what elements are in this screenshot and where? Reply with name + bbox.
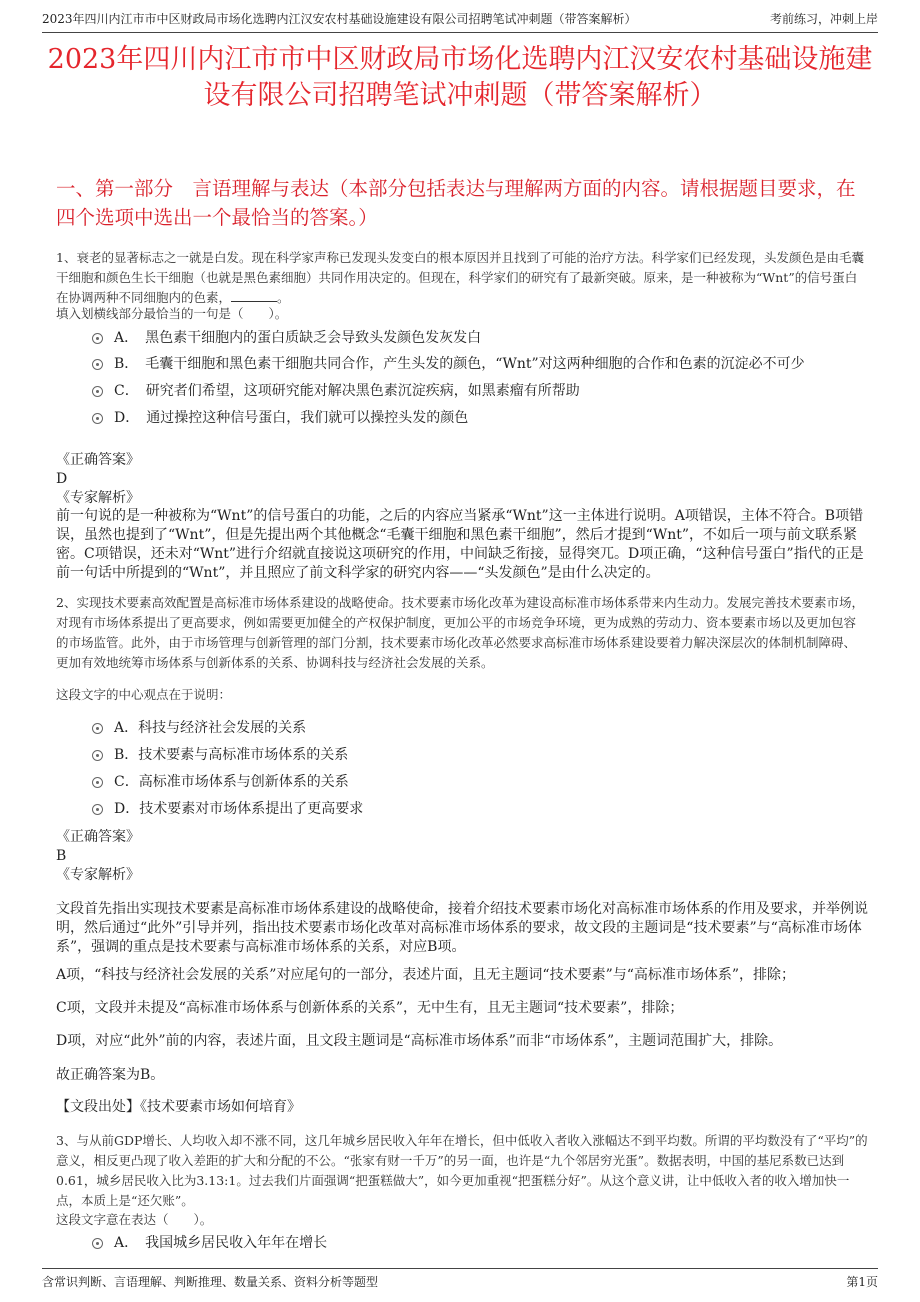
fill-blank [231, 288, 277, 302]
radio-icon[interactable] [92, 777, 103, 788]
q2-conclusion: 故正确答案为B。 [56, 1067, 165, 1083]
radio-icon[interactable] [92, 359, 103, 370]
radio-icon[interactable] [92, 386, 103, 397]
header-doc-title: 2023年四川内江市市中区财政局市场化选聘内江汉安农村基础设施建设有限公司招聘笔试冲刺题（带答案解析） [42, 12, 637, 26]
radio-icon[interactable] [92, 333, 103, 344]
q1-analysis: 前一句说的是一种被称为“Wnt”的信号蛋白的功能，之后的内容应当紧承“Wnt”这一主体进行说明。A项错误，主体不符合。B项错误，虽然也提到了“Wnt”，但是先提出两个其他概念“毛囊干细胞和黑色素干细胞”，然后才提到“Wnt”，不如后一项与前文联系紧密。C项错误，还未对“Wnt”进行介绍就直接说这项研究的作用，中间缺乏衔接，显得突兀。D项正确，“这种信号蛋白”指代的正是前一句话中所提到的“Wnt”，并且照应了前文科学家的研究内容——“头发颜色”是由什么决定的。 [56, 508, 864, 581]
q1-answer-label: 《正确答案》 [56, 452, 140, 468]
q1-prompt: 填入划横线部分最恰当的一句是（ ）。 [56, 306, 288, 321]
page-footer [42, 1268, 878, 1293]
radio-icon[interactable] [92, 413, 103, 424]
q1-analysis-label: 《专家解析》 [56, 490, 140, 506]
radio-icon[interactable] [92, 750, 103, 761]
radio-icon[interactable] [92, 804, 103, 815]
q1-stem: 1、衰老的显著标志之一就是白发。现在科学家声称已发现头发变白的根本原因并且找到了可能的治疗方法。科学家们已经发现，头发颜色是由毛囊干细胞和颜色生长干细胞（也就是黑色素细胞）共同作用决定的。但现在，科学家们的研究有了最新突破。原来，是一种被称为“Wnt”的信号蛋白在协调两种不同细胞内的色素， 。 [56, 250, 864, 305]
section-heading: 一、第一部分 言语理解与表达（本部分包括表达与理解两方面的内容。请根据题目要求，在四个选项中选出一个最恰当的答案。） [56, 177, 856, 229]
page-number: 第1页 [846, 1275, 878, 1289]
q1-answer: D [56, 471, 68, 487]
q2-analysis-body: 文段首先指出实现技术要素是高标准市场体系建设的战略使命，接着介绍技术要素市场化对高标准市场体系的作用及要求，并举例说明，然后通过“此外”引导并列，指出技术要素市场化改革对高标准市场体系的要求，故文段的主题词是“技术要素”与“高标准市场体系”，强调的重点是技术要素与高标准市场体系的关系，对应B项。 [56, 901, 868, 955]
q2-analysis-a: A项，“科技与经济社会发展的关系”对应尾句的一部分，表述片面，且无主题词“技术要素”与“高标准市场体系”，排除； [56, 967, 796, 983]
q2-source: 【文段出处】《技术要素市场如何培育》 [56, 1099, 301, 1115]
q3-stem: 3、与从前GDP增长、人均收入却不涨不同，这几年城乡居民收入年年在增长，但中低收入者收入涨幅达不到平均数。所谓的平均数没有了“平均”的意义，相反更凸现了收入差距的扩大和分配的不公。“张家有财一千万”的另一面，也许是“九个邻居穷光蛋”。数据表明，中国的基尼系数已达到0.61，城乡居民收入比为3.13:1。过去我们片面强调“把蛋糕做大”，如今更加重视“把蛋糕分好”。从这个意义讲，让中低收入者的收入增加快一点，本质上是“还欠账”。 [56, 1133, 868, 1208]
q2-stem: 2、实现技术要素高效配置是高标准市场体系建设的战略使命。技术要素市场化改革为建设高标准市场体系带来内生动力。发展完善技术要素市场，对现有市场体系提出了更高要求，例如需要更加健全的产权保护制度，更加公平的市场竞争环境，更为成熟的劳动力、资本要素市场以及更加包容的市场监管。此外，由于市场管理与创新管理的部门分割，技术要素市场化改革必然要求高标准市场体系建设要着力解决深层次的体制机制障碍、更加有效地统筹市场体系与创新体系的关系、协调科技与经济社会发展的关系。 [56, 595, 864, 670]
page-header [42, 8, 878, 33]
q2-analysis-c: C项，文段并未提及“高标准市场体系与创新体系的关系”，无中生有，且无主题词“技术要素”，排除； [56, 1000, 684, 1016]
q2-prompt: 这段文字的中心观点在于说明： [56, 687, 232, 702]
q3-prompt: 这段文字意在表达（ ）。 [56, 1212, 213, 1227]
q2-answer: B [56, 848, 67, 864]
page-title: 2023年四川内江市市中区财政局市场化选聘内江汉安农村基础设施建设有限公司招聘笔试冲刺题（带答案解析） [47, 44, 873, 111]
radio-icon[interactable] [92, 723, 103, 734]
footer-text: 含常识判断、言语理解、判断推理、数量关系、资料分析等题型 [42, 1275, 379, 1289]
q2-answer-label: 《正确答案》 [56, 829, 140, 845]
radio-icon[interactable] [92, 1238, 103, 1249]
q2-analysis-label: 《专家解析》 [56, 867, 140, 883]
q2-analysis-d: D项，对应“此外”前的内容，表述片面，且文段主题词是“高标准市场体系”而非“市场体系”，主题词范围扩大，排除。 [56, 1033, 783, 1049]
header-slogan: 考前练习，冲刺上岸 [769, 12, 878, 26]
